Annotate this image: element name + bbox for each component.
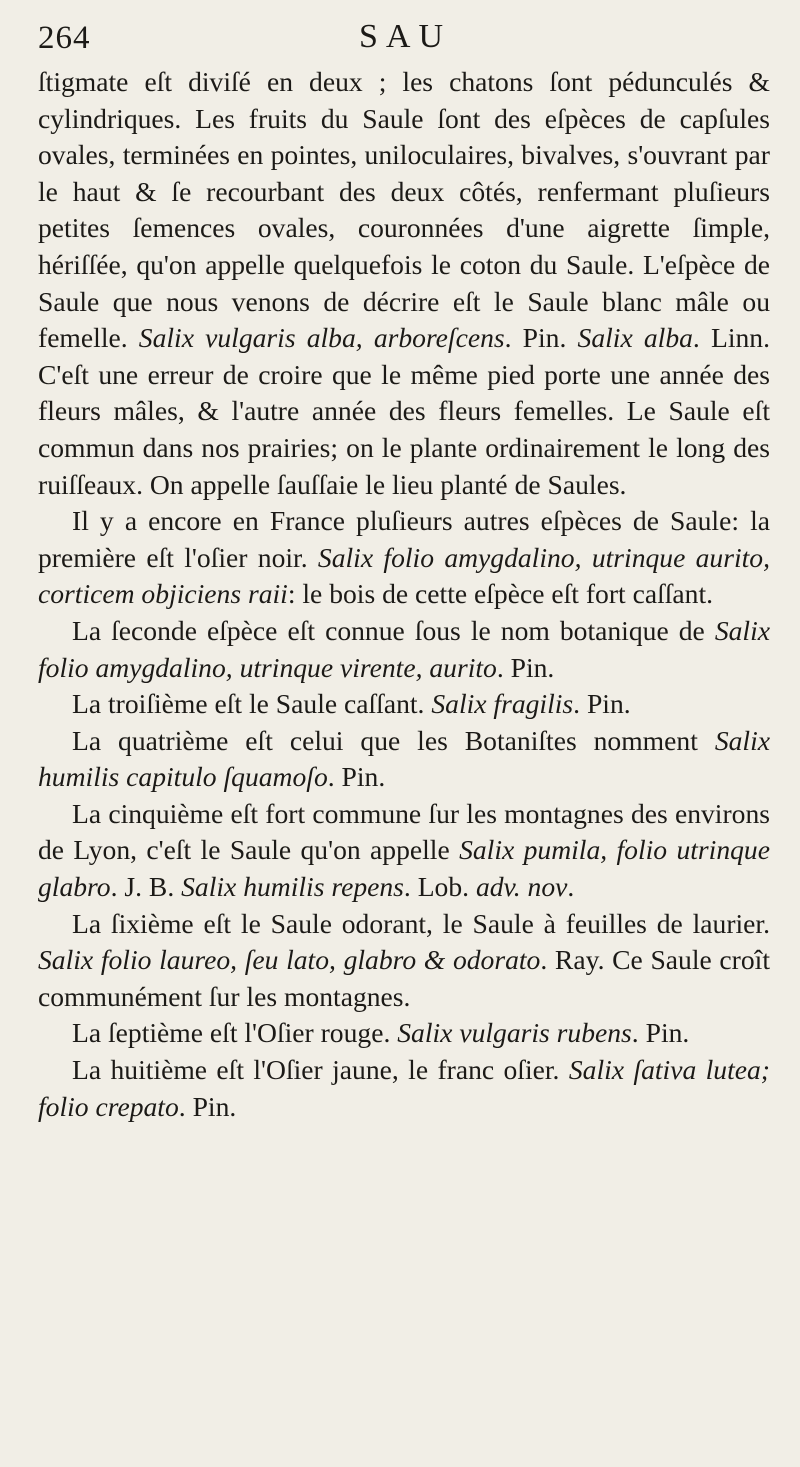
paragraph — [38, 796, 770, 906]
page-number: 264 — [38, 20, 91, 56]
page-header — [38, 14, 762, 66]
text-run: La huitième eſt l'Oſier jaune, le franc oſier. — [72, 1054, 569, 1086]
paragraph — [38, 1015, 770, 1052]
text-run: . Pin. — [496, 651, 555, 683]
latin-name: adv. nov — [475, 871, 568, 903]
latin-name: Salix ſativa lutea; folio crepato — [38, 1054, 770, 1122]
paragraph — [38, 686, 770, 723]
text-run: La cinquième eſt fort commune ſur les montagnes des environs de Lyon, c'eſt le Saule qu'on appelle — [38, 797, 770, 866]
text-run: . Pin. — [631, 1017, 690, 1049]
text-run: . Pin. — [504, 322, 578, 354]
text-run: . Pin. — [178, 1090, 237, 1122]
text-run: . J. B. — [110, 871, 182, 903]
latin-name: Salix fragilis — [431, 688, 574, 720]
latin-name: Salix humilis repens — [181, 871, 404, 903]
text-run: La quatrième eſt celui que les Botaniſtes nomment — [72, 724, 715, 756]
latin-name: Salix folio amygdalino, utrinque aurito, corticem objiciens raii — [38, 541, 771, 610]
paragraph — [38, 1052, 770, 1125]
text-run: . Linn. C'eſt une erreur de croire que le même pied porte une année des fleurs mâles, & l'autre année des fleurs femelles. Le Saule eſt commun dans nos prairies; on le plante ordinairement le long des ruiſſeaux. On appelle ſauſſaie le lieu planté de Saules. — [38, 322, 770, 500]
text-run: . Pin. — [327, 761, 386, 793]
text-run: . Ray. Ce Saule croît communément ſur les montagnes. — [38, 944, 770, 1012]
paragraph — [38, 906, 770, 1016]
text-run: La ſeptième eſt l'Oſier rouge. — [72, 1017, 398, 1049]
text-run: La troiſième eſt le Saule caſſant. — [72, 688, 432, 720]
paragraph — [38, 723, 770, 796]
latin-name: Salix folio amygdalino, utrinque virente, aurito — [38, 614, 770, 683]
text-run: La ſixième eſt le Saule odorant, le Saule à feuilles de laurier. — [72, 907, 770, 939]
paragraph — [38, 64, 770, 503]
body-text — [38, 64, 770, 1125]
text-run: ſtigmate eſt diviſé en deux ; les chatons ſont pédunculés & cylindriques. Les fruits du Saule ſont des eſpèces de capſules ovales, terminées en pointes, uniloculaires, bivalves, s'ouvrant par le haut & ſe recourbant des deux côtés, renfermant pluſieurs petites ſemences ovales, couronnées d'une aigrette ſimple, hériſſée, qu'on appelle quelquefois le coton du Saule. L'eſpèce de Saule que nous venons de décrire eſt le Saule blanc mâle ou femelle. — [38, 66, 770, 354]
text-run: : le bois de cette eſpèce eſt fort caſſant. — [287, 578, 714, 610]
latin-name: Salix pumila, folio utrinque glabro — [38, 834, 770, 903]
text-run: . — [567, 871, 575, 903]
text-run: . Pin. — [573, 688, 631, 720]
running-head: SAU — [358, 18, 452, 55]
latin-name: Salix folio laureo, ſeu lato, glabro & odorato — [38, 944, 541, 976]
latin-name: Salix alba — [577, 322, 693, 354]
paragraph — [38, 613, 770, 686]
latin-name: Salix humilis capitulo ſquamoſo — [38, 724, 770, 793]
paragraph — [38, 503, 770, 613]
text-run: . Lob. — [403, 871, 476, 903]
text-run: Il y a encore en France pluſieurs autres eſpèces de Saule: la première eſt l'oſier noir. — [38, 505, 770, 573]
latin-name: Salix vulgaris alba, arboreſcens — [138, 322, 505, 354]
latin-name: Salix vulgaris rubens — [397, 1017, 632, 1049]
text-run: La ſeconde eſpèce eſt connue ſous le nom botanique de — [72, 614, 715, 646]
